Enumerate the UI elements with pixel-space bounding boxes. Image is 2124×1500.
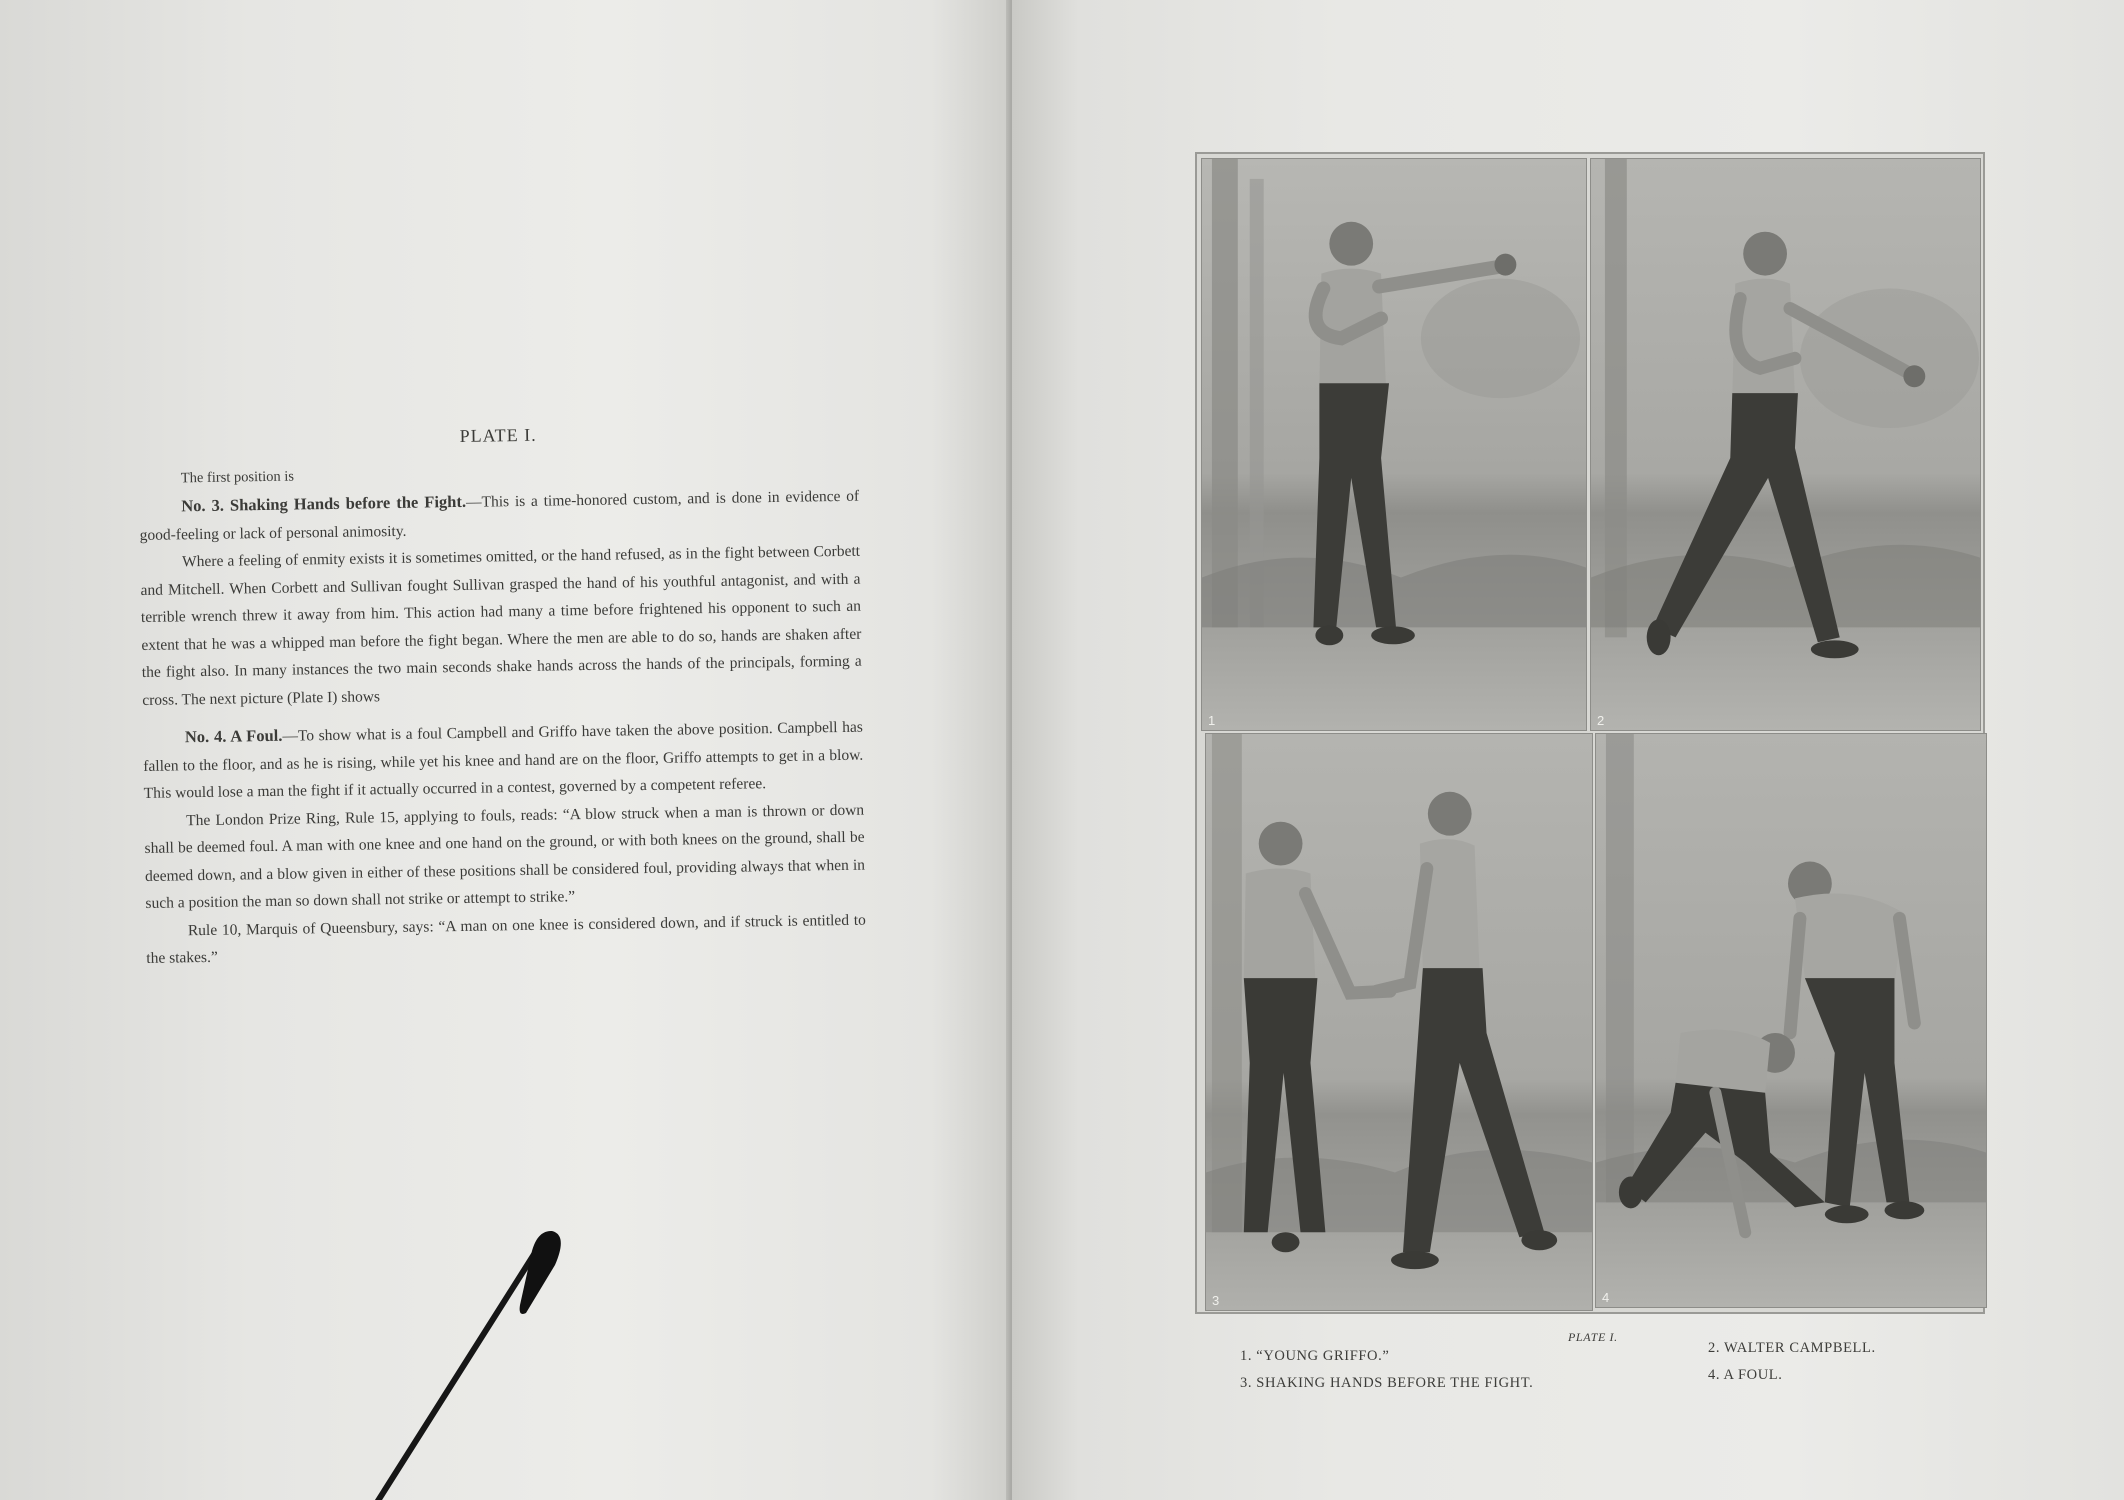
boxer-stance-illustration xyxy=(1591,159,1980,730)
paragraph-queensbury-rule: Rule 10, Marquis of Queensbury, says: “A man on one knee is considered down, and if struck is entitled to the stakes.” xyxy=(146,911,866,967)
left-page xyxy=(0,0,1012,1500)
photo-young-griffo xyxy=(1201,158,1587,731)
run-in-heading-no4: No. 4. A Foul. xyxy=(184,725,283,747)
caption-young-griffo: 1. “YOUNG GRIFFO.” xyxy=(1240,1348,1390,1364)
boxer-stance-illustration xyxy=(1202,159,1586,730)
caption-shaking-hands: 3. SHAKING HANDS BEFORE THE FIGHT. xyxy=(1240,1375,1534,1391)
run-in-heading-no3: No. 3. Shaking Hands before the Fight. xyxy=(181,491,467,516)
caption-a-foul: 4. A FOUL. xyxy=(1708,1367,1783,1383)
caption-walter-campbell: 2. WALTER CAMPBELL. xyxy=(1708,1340,1876,1356)
photo-number: 3 xyxy=(1212,1293,1220,1308)
photo-number: 4 xyxy=(1602,1290,1610,1305)
paragraph-enmity: Where a feeling of enmity exists it is sometimes omitted, or the hand refused, as in the fight between Corbett and Mitchell. When Corbett and Sullivan fought Sullivan grasped the hand of his youthful antagonist, and with a terrible wrench threw it away from him. This action had many a time before frightened his opponent to such an extent that he was a whipped man before the fight began. Where the men are able to do so, hands are shaken after the fight also. In many instances the two main seconds shake hands across the hands of the principals, forming a cross. The next picture (Plate I) shows xyxy=(140,542,862,709)
photo-a-foul xyxy=(1595,733,1987,1308)
plate-text xyxy=(138,417,866,973)
paragraph-foul xyxy=(143,713,864,808)
plate-heading: PLATE I. xyxy=(459,424,537,446)
paragraph-text: —This is a time-honored custom, and is done in evidence of good-feeling or lack of personal animosity. xyxy=(139,487,860,544)
plate-caption: PLATE I. xyxy=(1568,1330,1618,1344)
photo-walter-campbell xyxy=(1590,158,1981,731)
photo-number: 2 xyxy=(1597,713,1605,728)
plate-photo-grid xyxy=(1195,152,1985,1314)
handshake-illustration xyxy=(1206,734,1592,1310)
foul-illustration xyxy=(1596,734,1986,1307)
photo-number: 1 xyxy=(1208,713,1216,728)
lead-line: The first position is xyxy=(180,468,295,486)
photo-shaking-hands xyxy=(1205,733,1593,1311)
stylus-pen xyxy=(330,1225,660,1500)
paragraph-london-rule: The London Prize Ring, Rule 15, applying to fouls, reads: “A blow struck when a man is thrown or down shall be deemed foul. A man with one knee and one hand on the ground, or with both knees on the ground, shall be deemed down, and a blow given in either of these positions shall be considered foul, providing always that when in such a position the man so down shall not strike or attempt to strike.” xyxy=(144,801,866,912)
paragraph-text: —To show what is a foul Campbell and Griffo have taken the above position. Campbell has fallen to the floor, and as he is rising, while yet his knee and hand are on the floor, Griffo attempts to get in a blow. This would lose a man the fight if it actually occurred in a contest, governed by a competent referee. xyxy=(143,718,864,802)
